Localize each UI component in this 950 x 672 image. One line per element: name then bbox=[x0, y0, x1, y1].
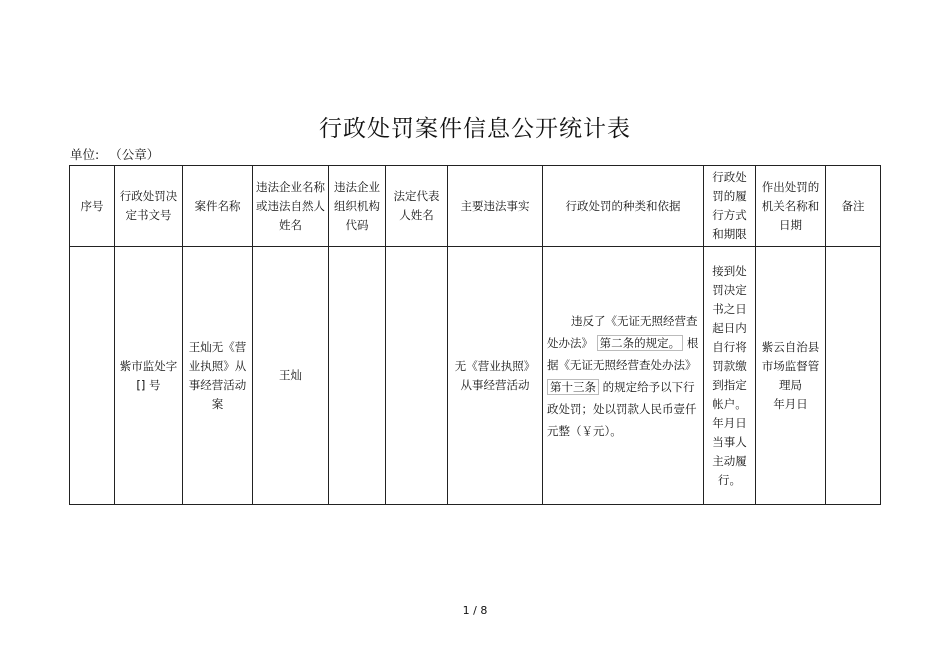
cell-authority bbox=[756, 247, 826, 505]
cell-seq bbox=[70, 247, 115, 505]
basis-part3: 根据《无证无照经营查处办法》 bbox=[547, 335, 699, 372]
col-header-basis: 行政处罚的种类和依据 bbox=[543, 166, 704, 247]
page-number: 1 / 8 bbox=[462, 604, 488, 617]
cell-basis bbox=[543, 247, 704, 505]
unit-label: 单位: bbox=[70, 147, 100, 162]
unit-value: （公章） bbox=[109, 147, 160, 162]
col-header-doc-no: 行政处罚决定书文号 bbox=[115, 166, 183, 247]
col-header-performance: 行政处罚的履行方式和期限 bbox=[704, 166, 756, 247]
cell-org-code bbox=[329, 247, 386, 505]
basis-part1: 违反了《无证无照经营查处办法》 bbox=[547, 313, 698, 350]
authority-name: 紫云自治县市场监督管理局 bbox=[761, 339, 820, 392]
unit-row bbox=[70, 145, 165, 163]
header-row bbox=[70, 166, 881, 247]
case-table bbox=[69, 165, 881, 505]
basis-article2-field: 第二条的规定。 bbox=[597, 335, 684, 351]
cell-facts: 无《营业执照》 从事经营活动 bbox=[448, 247, 543, 505]
col-header-remark: 备注 bbox=[826, 166, 881, 247]
col-header-seq: 序号 bbox=[70, 166, 115, 247]
cell-legal-rep bbox=[386, 247, 448, 505]
col-header-authority: 作出处罚的机关名称和日期 bbox=[756, 166, 826, 247]
basis-part5: 的规定给予以下行政处罚；处以罚款人民币壹仟元整（￥元）。 bbox=[547, 379, 697, 438]
authority-date: 年月日 bbox=[773, 396, 808, 411]
col-header-case-name: 案件名称 bbox=[183, 166, 253, 247]
page-title: 行政处罚案件信息公开统计表 bbox=[319, 116, 631, 142]
basis-article13-field: 第十三条 bbox=[547, 379, 599, 395]
cell-performance: 接到处罚决定书之日起日内自行将罚款缴到指定帐户。年月日当事人主动履行。 bbox=[704, 247, 756, 505]
col-header-org-code: 违法企业组织机构代码 bbox=[329, 166, 386, 247]
cell-doc-no: 紫市监处字[] 号 bbox=[115, 247, 183, 505]
cell-remark bbox=[826, 247, 881, 505]
col-header-party-name: 违法企业名称或违法自然人姓名 bbox=[253, 166, 329, 247]
col-header-facts: 主要违法事实 bbox=[448, 166, 543, 247]
cell-case-name: 王灿无《营业执照》从事经营活动案 bbox=[183, 247, 253, 505]
cell-party-name: 王灿 bbox=[253, 247, 329, 505]
table-row bbox=[70, 247, 881, 505]
col-header-legal-rep: 法定代表人姓名 bbox=[386, 166, 448, 247]
